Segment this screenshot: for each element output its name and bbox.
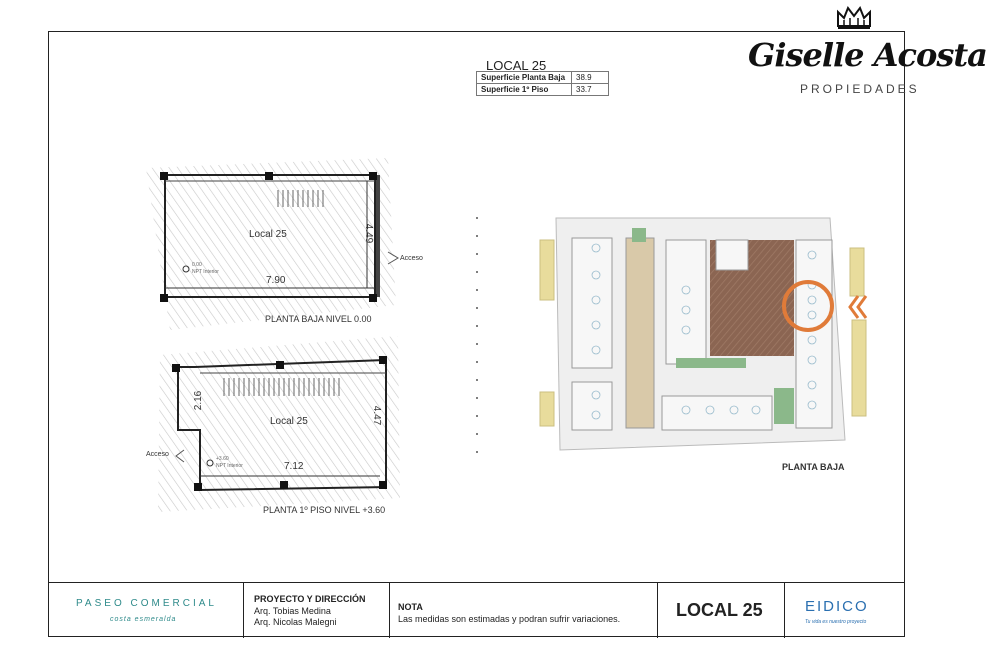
paseo-sublogo: costa esmeralda: [110, 616, 177, 623]
proyecto-title: PROYECTO Y DIRECCIÓN: [254, 594, 366, 604]
architect-name: Arq. Nicolas Malegni: [254, 617, 337, 627]
nota-text: Las medidas son estimadas y podran sufrir variaciones.: [398, 614, 621, 624]
chevron-left-icon: [850, 296, 866, 318]
level-note: NPT Interior: [192, 269, 219, 275]
info-title: LOCAL 25: [486, 58, 547, 73]
paseo-logo: PASEO COMERCIAL: [76, 598, 217, 609]
dimension-depth: 4.47: [371, 405, 383, 426]
access-label: Acceso: [400, 255, 423, 262]
level-code: +3.60: [216, 456, 229, 462]
surface-value: 38.9: [572, 72, 609, 84]
brand-logo: Giselle Acosta: [748, 36, 987, 74]
site-caption: PLANTA BAJA: [782, 462, 845, 472]
site-plan: [540, 218, 866, 450]
plan-planta-baja: [146, 158, 398, 330]
surface-label: Superficie 1º Piso: [477, 84, 572, 96]
eidico-cell: [785, 583, 905, 638]
surface-label: Superficie Planta Baja: [477, 72, 572, 84]
local-cell: [658, 583, 785, 638]
divider: [476, 217, 478, 453]
local-title: LOCAL 25: [676, 600, 763, 620]
nota-title: NOTA: [398, 602, 423, 612]
room-label: Local 25: [249, 229, 287, 240]
room-label: Local 25: [270, 416, 308, 427]
nota-cell: [390, 583, 658, 638]
dimension-width: 7.12: [284, 461, 304, 472]
dimension-width: 7.90: [266, 275, 286, 286]
eidico-logo: EIDICO: [805, 598, 869, 615]
access-label: Acceso: [146, 451, 169, 458]
dimension-side: 2.16: [193, 390, 205, 411]
level-note: NPT Interior: [216, 463, 243, 469]
eidico-tagline: Tu vida es nuestro proyecto: [805, 619, 867, 625]
brand-subtitle: PROPIEDADES: [800, 82, 920, 96]
surface-value: 33.7: [572, 84, 609, 96]
plan-caption: PLANTA BAJA NIVEL 0.00: [265, 314, 372, 324]
title-block: [48, 582, 905, 638]
level-code: 0.00: [192, 262, 202, 268]
paseo-logo-cell: [48, 583, 244, 638]
dimension-depth: 4.49: [363, 223, 375, 244]
architect-name: Arq. Tobias Medina: [254, 606, 331, 616]
proyecto-cell: [244, 583, 390, 638]
plan-caption: PLANTA 1º PISO NIVEL +3.60: [263, 505, 386, 515]
